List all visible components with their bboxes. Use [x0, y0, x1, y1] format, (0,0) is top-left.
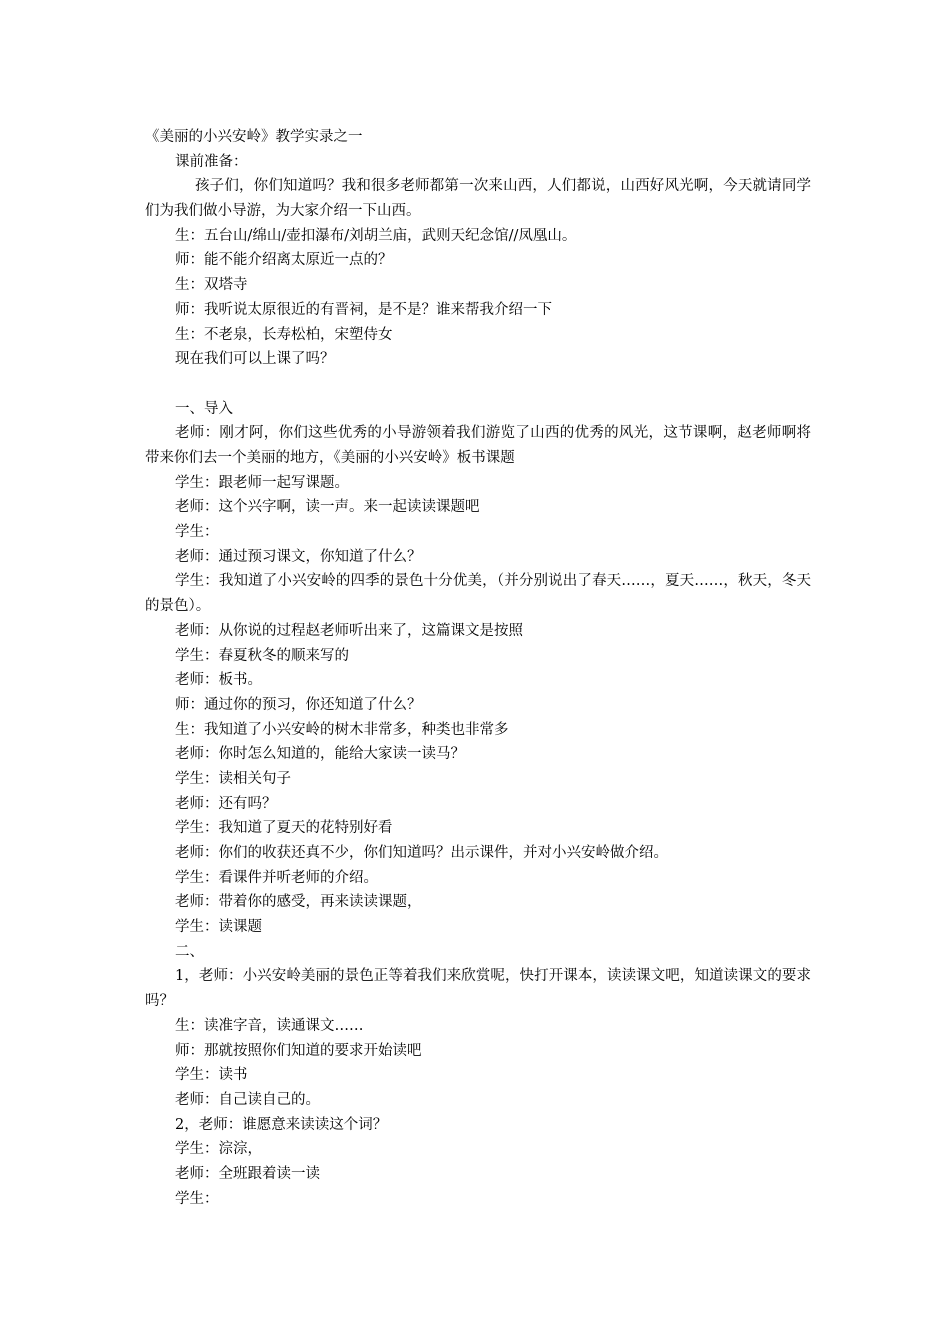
dialogue-line: 生：我知道了小兴安岭的树木非常多，种类也非常多: [175, 721, 509, 738]
dialogue-line: 老师：带着你的感受，再来读读课题，: [175, 894, 422, 911]
dialogue-line: 学生：读相关句子: [175, 770, 291, 787]
dialogue-line: 学生：跟老师一起写课题。: [175, 474, 349, 491]
dialogue-line: 师：通过你的预习，你还知道了什么？: [175, 696, 422, 713]
section-heading: 二、: [175, 943, 204, 960]
prep-line: 生：五台山/绵山/壶扣瀑布/刘胡兰庙，武则天纪念馆//凤凰山。: [175, 227, 577, 244]
dialogue-line: 学生：我知道了夏天的花特别好看: [175, 820, 393, 837]
blank-line: [145, 372, 811, 397]
section-heading: 一、导入: [175, 400, 233, 417]
dialogue-line: 老师：通过预习课文，你知道了什么？: [175, 548, 422, 565]
dialogue-line: 学生：春夏秋冬的顺来写的: [175, 647, 349, 664]
prep-line: 师：能不能介绍离太原近一点的？: [175, 252, 393, 269]
dialogue-line: 学生：看课件并听老师的介绍。: [175, 869, 378, 886]
prep-line: 生：不老泉，长寿松柏，宋塑侍女: [175, 326, 393, 343]
dialogue-line: 老师：全班跟着读一读: [175, 1166, 320, 1182]
section1-intro-paragraph: 老师：刚才阿，你们这些优秀的小导游领着我们游览了山西的优秀的风光，这节课啊，赵老师啊将带来你们去一个美丽的地方，《美丽的小兴安岭》板书课题: [145, 425, 811, 466]
section2-intro-paragraph: 1，老师：小兴安岭美丽的景色正等着我们来欣赏呢，快打开课本，读读课文吧，知道读课文的要求吗？: [145, 968, 811, 1010]
prep-line: 生：双塔寺: [175, 277, 248, 294]
dialogue-line: 老师：你时怎么知道的，能给大家读一读马？: [175, 746, 465, 763]
document-body: [145, 125, 811, 1211]
prep-intro-paragraph: 孩子们，你们知道吗？我和很多老师都第一次来山西，人们都说，山西好风光啊，今天就请同学们为我们做小导游，为大家介绍一下山西。: [145, 178, 811, 220]
dialogue-line: 老师：从你说的过程赵老师听出来了，这篇课文是按照: [175, 622, 523, 639]
dialogue-line: 学生：: [175, 1190, 219, 1207]
dialogue-line: 老师：你们的收获还真不少，你们知道吗？出示课件，并对小兴安岭做介绍。: [175, 845, 668, 862]
prep-heading: 课前准备：: [175, 153, 248, 170]
dialogue-line: 老师：还有吗？: [175, 795, 277, 812]
dialogue-line: 学生：读课题: [175, 919, 262, 936]
dialogue-line: 老师：自己读自己的。: [175, 1091, 320, 1108]
dialogue-line: 2，老师：谁愿意来读读这个词？: [175, 1116, 388, 1133]
prep-line: 现在我们可以上课了吗？: [175, 351, 335, 368]
prep-line: 师：我听说太原很近的有晋祠，是不是？谁来帮我介绍一下: [175, 301, 552, 318]
dialogue-paragraph: 学生：我知道了小兴安岭的四季的景色十分优美，（并分别说出了春天……，夏天……，秋天，冬天的景色）。: [145, 573, 811, 615]
dialogue-line: 老师：这个兴字啊，读一声。来一起读读课题吧: [175, 499, 480, 516]
dialogue-line: 学生：: [175, 524, 219, 541]
dialogue-line: 师：那就按照你们知道的要求开始读吧: [175, 1042, 422, 1059]
dialogue-line: 学生：读书: [175, 1067, 248, 1084]
dialogue-line: 老师：板书。: [175, 672, 262, 689]
document-title: 《美丽的小兴安岭》教学实录之一: [145, 129, 363, 145]
dialogue-line: 生：读准字音，读通课文……: [175, 1017, 364, 1034]
dialogue-line: 学生：淙淙，: [175, 1141, 262, 1158]
